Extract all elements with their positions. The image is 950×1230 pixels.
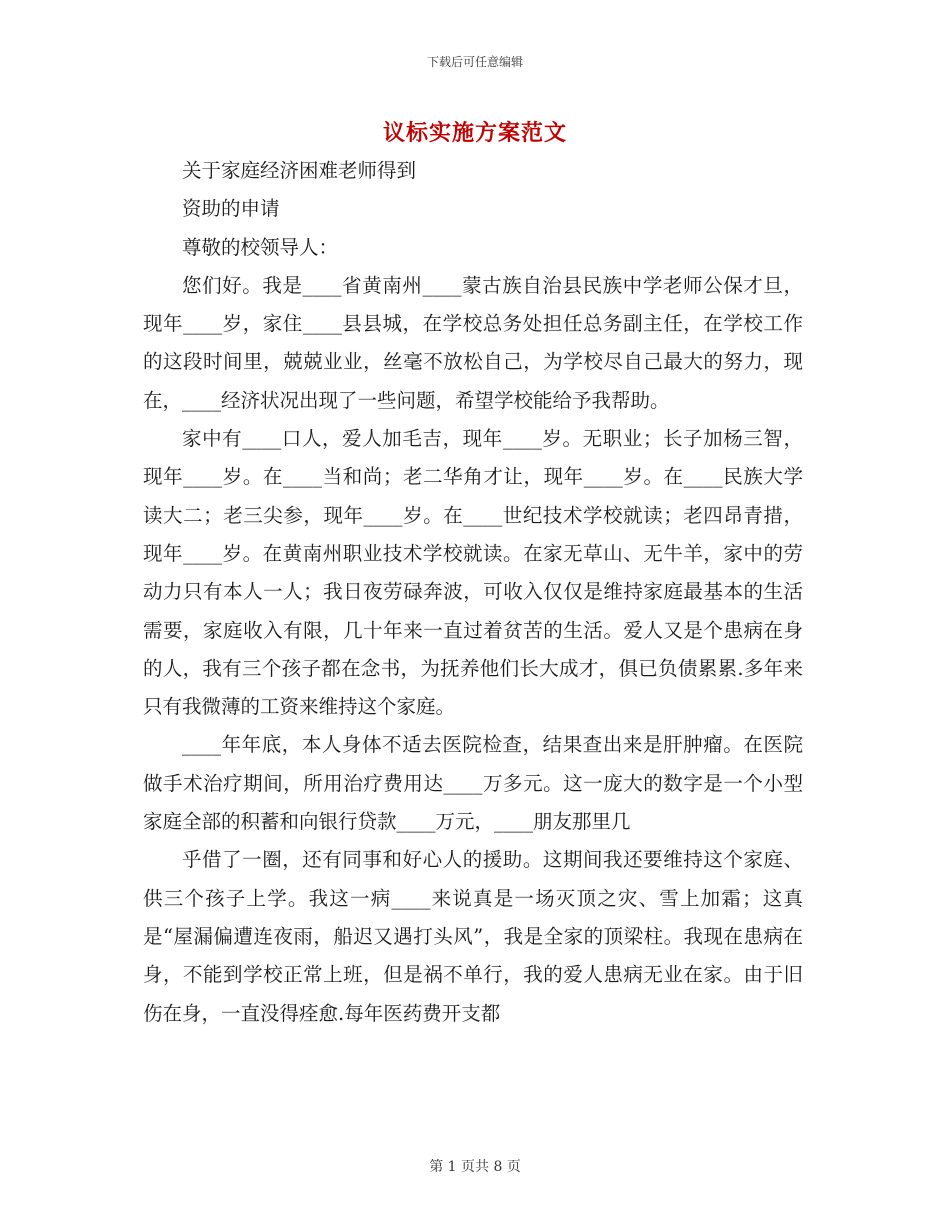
header-note: 下载后可任意编辑 xyxy=(426,55,523,69)
paragraph: 您们好。我是____省黄南州____蒙古族自治县民族中学老师公保才旦，现年____岁，家住____县县城，在学校总务处担任总务副主任，在学校工作的这段时间里，兢兢业业，丝毫不放松自己，为学校尽自己最大的努力，现在，____经济状况出现了一些问题，希望学校能给予我帮助。 xyxy=(143,273,803,412)
paragraph: 家中有____口人，爱人加毛吉，现年____岁。无职业；长子加杨三智，现年____岁。在____当和尚；老二华角才让，现年____岁。在____民族大学读大二；老三尖参，现年____岁。在____世纪技术学校就读；老四昂青措，现年____岁。在黄南州职业技术学校就读。在家无草山、无牛羊，家中的劳动力只有本人一人；我日夜劳碌奔波，可收入仅仅是维持家庭最基本的生活需要，家庭收入有限，几十年来一直过着贫苦的生活。爱人又是个患病在身的人，我有三个孩子都在念书，为抚养他们长大成才，俱已负债累累.多年来只有我微薄的工资来维持这个家庭。 xyxy=(143,427,803,719)
page-number: 第 1 页共 8 页 xyxy=(429,1159,521,1175)
document-title: 议标实施方案范文 xyxy=(382,120,567,146)
salutation: 尊敬的校领导人： xyxy=(182,235,339,259)
subject-line-1: 关于家庭经济困难老师得到 xyxy=(182,159,417,182)
document-body xyxy=(143,152,803,1033)
subject-line-2: 资助的申请 xyxy=(182,197,280,221)
paragraph: 乎借了一圈，还有同事和好心人的援助。这期间我还要维持这个家庭、供三个孩子上学。我这一病____来说真是一场灭顶之灾、雪上加霜；这真是“屋漏偏遭连夜雨，船迟又遇打头风”，我是全家的顶梁柱。我现在患病在身，不能到学校正常上班，但是祸不单行，我的爱人患病无业在家。由于旧伤在身，一直没得痊愈.每年医药费开支都 xyxy=(143,848,803,1025)
paragraph: ____年年底，本人身体不适去医院检查，结果查出来是肝肿瘤。在医院做手术治疗期间，所用治疗费用达____万多元。这一庞大的数字是一个小型家庭全部的积蓄和向银行贷款____万元，____朋友那里几 xyxy=(143,733,803,834)
